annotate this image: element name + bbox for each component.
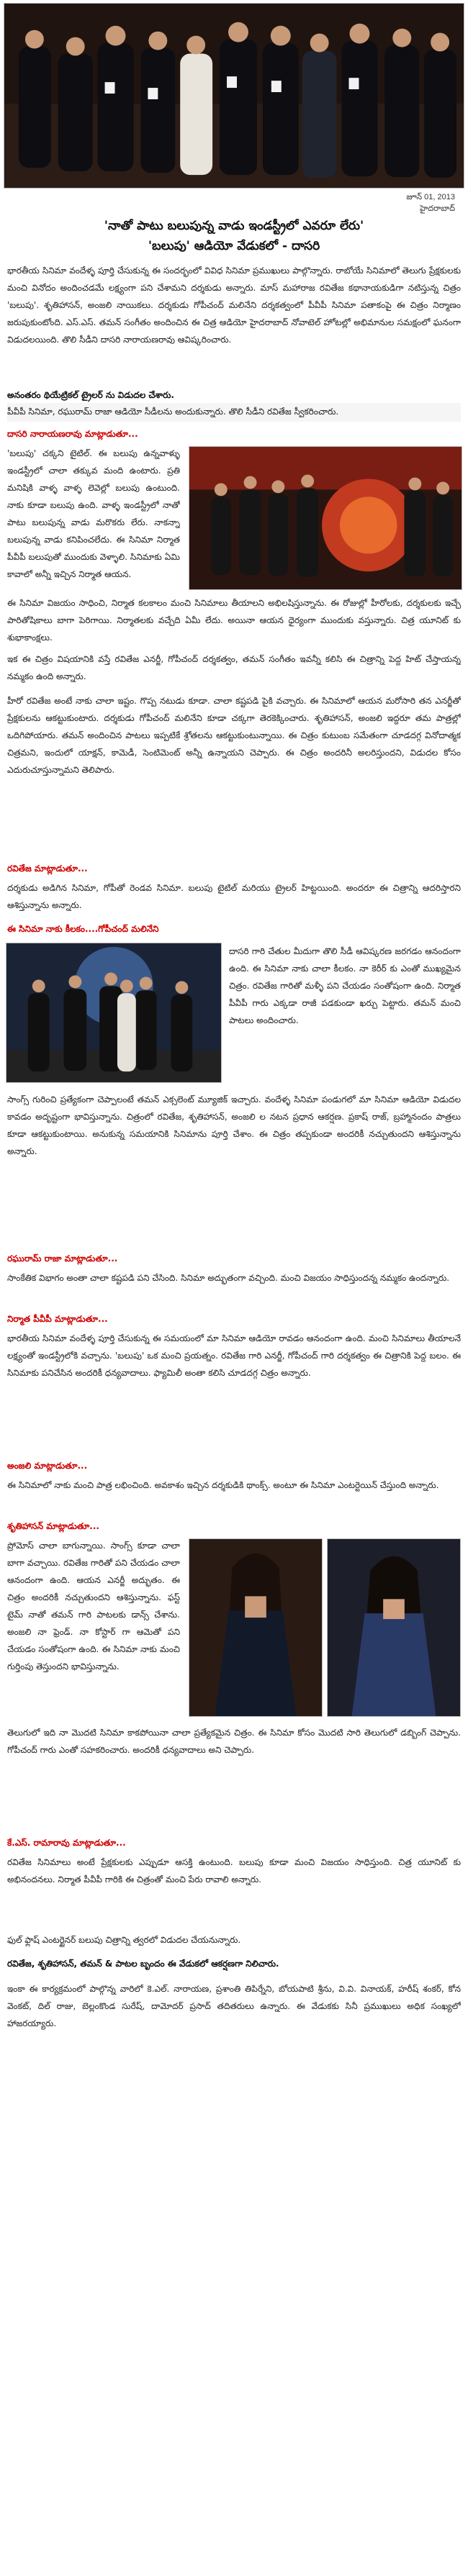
subhead-dasari: దాసరి నారాయణరావు మాట్లాడుతూ... — [7, 429, 138, 439]
intro-paragraph: భారతీయ సినిమా వందేళ్ళ పూర్తి చేసుకున్న ఈ సందర్భంలో వివిధ సినిమా ప్రముఖులు పాల్గొన్నారు. రాబోయే సినిమాలో తెలుగు ప్రేక్షకులకు మంచి వినోదం అందించడమే లక్ష్యంగా పని చేశామని దర్శకుడు అన్నారు. మాస్ మహారాజ రవితేజ కథానాయకుడిగా నటిస్తున్న చిత్రం 'బలుపు'. శృతిహాసన్, అంజలి నాయికలు. దర్శకుడు గోపీచంద్ మలినేని దర్శకత్వంలో పీవీపీ సినిమా పతాకంపై ఈ చిత్రం నిర్మాణం జరుపుకుంటోంది. ఎస్.ఎస్. తమన్ సంగీతం అందించిన ఈ చిత్ర ఆడియో హైదరాబాద్ నోవాటెల్ హోటల్లో అభిమానుల సమక్షంలో ఘనంగా విడుదలయింది. తొలి సీడీని దాసరి నారాయణరావు ఆవిష్కరించారు. — [7, 266, 461, 345]
headline-quote: 'నాతో పాటు బలుపున్న వాడు ఇండస్ట్రీలో ఎవరూ లేరు' — [104, 219, 364, 233]
cd-release-line: పీవీపీ సినిమా, రఘురామ్ రాజా ఆడియో సీడీలను అందుకున్నారు. తొలి సీడీని రవితేజ స్వీకరించారు. — [7, 403, 461, 422]
raviteja-paragraph: దర్శకుడు అడిగిన సినిమా, గోపీతో రెండవ సినిమా. బలుపు టైటిల్ మరియు ట్రైలర్ హిట్టయింది. అందరూ ఈ చిత్రాన్ని ఆదరిస్తారని ఆశిస్తున్నాను అన్నారు. — [7, 883, 461, 910]
actress-photo-2 — [327, 1538, 461, 1717]
gopichand-full-paragraph: సాంగ్స్ గురించి ప్రత్యేకంగా చెప్పాలంటే తమన్ ఎక్సలెంట్ మ్యూజిక్ ఇచ్చారు. వందేళ్ళ సినిమా పండుగలో మా సినిమా ఆడియో విడుదల కావడం అదృష్టంగా భావిస్తున్నాను. చిత్రంలో రవితేజ, శృతిహాసన్, అంజలి ల నటన ప్రధాన ఆకర్షణ. ప్రకాష్ రాజ్, బ్రహ్మానందం పాత్రలు కూడా ఆకట్టుకుంటాయి. అనుకున్న సమయానికి సినిమాను పూర్తి చేశాం. ఈ చిత్రం తప్పకుండా అందరికీ నచ్చుతుందని ఆశిస్తున్నాను అన్నారు. — [7, 1094, 461, 1156]
shruti-full-paragraph: తెలుగులో ఇది నా మొదటి సినిమా కాకపోయినా చాలా ప్రత్యేకమైన చిత్రం. ఈ సినిమా కోసం మొదటి సారి తెలుగులో డబ్బింగ్ చెప్పాను. గోపీచంద్ గారు ఎంతో సహకరించారు. అందరికీ ధన్యవాదాలు అని చెప్పారు. — [7, 1728, 461, 1755]
release-soon-line: ఫుల్ ఫ్లాష్ ఎంటర్టైనర్ బలుపు చిత్రాన్ని త్వరలో విడుదల చేయనున్నారు. — [7, 1935, 241, 1945]
subhead-raghuram: రఘురామ్ రాజా మాట్లాడుతూ... — [7, 1253, 118, 1264]
stage-photo-2 — [6, 943, 222, 1083]
subhead-shruti: శృతిహాసన్ మాట్లాడుతూ... — [7, 1521, 99, 1531]
group-photo-image — [4, 4, 464, 188]
ksramarao-paragraph: రవితేజ సినిమాలు అంటే ప్రేక్షకులకు ఎప్పుడూ ఆసక్తి ఉంటుంది. బలుపు కూడా మంచి విజయం సాధిస్తుంది. చిత్ర యూనిట్ కు అభినందనలు. నిర్మాత పీవీపీ గారికి ఈ చిత్రంతో మంచి పేరు రావాలి అన్నారు. — [7, 1857, 461, 1885]
headline-sub: 'బలుపు' ఆడియో వేడుకలో - దాసరి — [148, 239, 320, 253]
dasari-left-paragraph: 'బలుపు' చక్కని టైటిల్. ఈ బలుపు ఉన్నవాళ్ళు ఇండస్ట్రీలో చాలా తక్కువ మంది ఉంటారు. ప్రతి మనిషికి వాళ్ళ వాళ్ళ లెవెల్లో బలుపు ఉంటుంది. నాకు కూడా బలుపు ఉంది. వాళ్ళ ఇండస్ట్రీలో నాతో పాటు బలుపున్న వాడు మరొకరు లేరు. నాకన్నా బలుపున్న వాడు కనిపించలేదు. ఈ సినిమా నిర్మాత పీవీపీ బలుపుతో ముందుకు వెళ్ళాలి. సినిమాకు ఏమి కావాలో అన్నీ ఇచ్చిన నిర్మాత ఆయన. — [7, 448, 180, 579]
highlight-bold-line: రవితేజ, శృతిహాసన్, తమన్ & పాటల బృందం ఈ వేడుకలో ఆకర్షణగా నిలిచారు. — [7, 1959, 279, 1969]
closing-paragraph: ఇంకా ఈ కార్యక్రమంలో పాల్గొన్న వారిలో కె.ఎల్. నారాయణ, ప్రశాంతి తిపిర్నేని, బోయపాటి శ్రీను, వి.వి. వినాయక్, హరీష్ శంకర్, కోన వెంకట్, దిల్ రాజు, బెల్లంకొండ సురేష్, దామోదర్ ప్రసాద్ తదితరులు ఉన్నారు. ఈ వేడుకకు సినీ ప్రముఖులు అధిక సంఖ్యలో హాజరయ్యారు. — [7, 1984, 461, 2028]
anjali-paragraph: ఈ సినిమాలో నాకు మంచి పాత్ర లభించింది. అవకాశం ఇచ్చిన దర్శకుడికి థాంక్స్. అంటూ ఈ సినిమా ఎంటర్టెయిన్ చేస్తుంది అన్నారు. — [7, 1480, 439, 1490]
stage-photo-1 — [189, 446, 462, 590]
actress-photo-1 — [189, 1538, 323, 1717]
dasari-full-paragraph: ఈ సినిమా విజయం సాధించి, నిర్మాత కలకాలం మంచి సినిమాలు తీయాలని అభిలషిస్తున్నాను. ఈ రోజుల్లో హీరోలకు, దర్శకులకు ఇచ్చే పారితోషికాలు బాగా పెరిగాయి. నిర్మాతలకు వచ్చేది ఏమీ లేదు. అయినా ఆయన ధైర్యంగా ముందుకు వస్తున్నారు. చిత్ర యూనిట్ కు శుభాకాంక్షలు. — [7, 598, 461, 643]
trailer-release-line: అనంతరం థియేట్రికల్ ట్రైలర్ ను విడుదల చేశారు. — [7, 390, 174, 400]
raghuram-paragraph: సాంకేతిక విభాగం అంతా చాలా కష్టపడి పని చేసింది. సినిమా అద్భుతంగా వచ్చింది. మంచి విజయం సాధిస్తుందన్న నమ్మకం ఉందన్నారు. — [7, 1273, 450, 1283]
subhead-producer: నిర్మాత పీవీపీ మాట్లాడుతూ... — [7, 1314, 108, 1324]
article-date: జూన్ 01, 2013 — [406, 193, 455, 201]
subhead-gopichand: ఈ సినిమా నాకు కీలకం....గోపీచంద్ మలినేని — [7, 924, 159, 934]
subhead-raviteja: రవితేజ మాట్లాడుతూ... — [7, 863, 88, 874]
shruti-left-paragraph: ప్రోమోస్ చాలా బాగున్నాయి. సాంగ్స్ కూడా చాలా బాగా వచ్చాయి. రవితేజ గారితో పని చేయడం చాలా ఆనందంగా ఉంది. ఆయన ఎనర్జీ అద్భుతం. ఈ చిత్రం అందరికీ నచ్చుతుందని ఆశిస్తున్నాను. ఫస్ట్ టైమ్ నాతో తమన్ గారి పాటలకు డాన్స్ చేశాను. అంజలి నా ఫ్రెండ్. నా కోస్టార్ గా ఆమెతో పని చేయడం సంతోషంగా ఉంది. ఈ సినిమా నాకు మంచి గుర్తింపు తెస్తుందని భావిస్తున్నాను. — [7, 1541, 180, 1672]
gopichand-right-paragraph: దాసరి గారి చేతుల మీదుగా తొలి సీడీ ఆవిష్కరణ జరగడం ఆనందంగా ఉంది. ఈ సినిమా నాకు చాలా కీలకం. నా కెరీర్ కు ఎంతో ముఖ్యమైన చిత్రం. రవితేజ గారితో మళ్ళీ పని చేయడం సంతోషంగా ఉంది. నిర్మాత పీవీపీ గారు ఎక్కడా రాజీ పడకుండా ఖర్చు పెట్టారు. తమన్ మంచి పాటలు అందించారు. — [229, 946, 461, 1025]
dasari-after-paragraph: ఇక ఈ చిత్రం విషయానికి వస్తే రవితేజ ఎనర్జీ, గోపీచంద్ దర్శకత్వం, తమన్ సంగీతం ఇవన్నీ కలిసి ఈ చిత్రాన్ని పెద్ద హిట్ చేస్తాయన్న నమ్మకం ఉంది అన్నారు. — [7, 654, 461, 681]
hero-paragraph: హీరో రవితేజ అంటే నాకు చాలా ఇష్టం. గొప్ప నటుడు కూడా. చాలా కష్టపడి పైకి వచ్చారు. ఈ సినిమాలో ఆయన మరోసారి తన ఎనర్జీతో ప్రేక్షకులను ఆకట్టుకుంటారు. దర్శకుడు గోపీచంద్ మలినేని కూడా చక్కగా తెరకెక్కించారు. శృతిహాసన్, అంజలి ఇద్దరూ తమ పాత్రల్లో ఒదిగిపోయారు. తమన్ అందించిన పాటలు ఇప్పటికే శ్రోతలను ఆకట్టుకుంటున్నాయి. ఈ చిత్రం కుటుంబ సమేతంగా చూడదగ్గ వినోదాత్మక చిత్రమని, ఇందులో యాక్షన్, కామెడీ, సెంటిమెంట్ అన్నీ ఉన్నాయని చెప్పారు. ఈ చిత్రం అందరినీ అలరిస్తుందని, విడుదల కోసం ఎదురుచూస్తున్నామని తెలిపారు. — [7, 696, 461, 775]
article-place: హైదరాబాద్ — [420, 204, 455, 213]
top-group-photo — [4, 3, 464, 189]
subhead-anjali: అంజలి మాట్లాడుతూ... — [7, 1461, 88, 1471]
subhead-ksramarao: కే.ఎస్. రామారావు మాట్లాడుతూ... — [7, 1838, 126, 1848]
producer-paragraph: భారతీయ సినిమా వందేళ్ళ పూర్తి చేసుకున్న ఈ సమయంలో మా సినిమా ఆడియో రావడం ఆనందంగా ఉంది. మంచి సినిమాలు తీయాలనే లక్ష్యంతో ఇండస్ట్రీలోకి వచ్చాను. 'బలుపు' ఒక మంచి ప్రయత్నం. రవితేజ గారి ఎనర్జీ, గోపీచంద్ గారి దర్శకత్వం ఈ చిత్రానికి పెద్ద బలం. ఈ సినిమాకు పనిచేసిన అందరికీ ధన్యవాదాలు. ఫ్యామిలీ అంతా కలిసి చూడదగ్గ చిత్రం అన్నారు. — [7, 1333, 461, 1378]
